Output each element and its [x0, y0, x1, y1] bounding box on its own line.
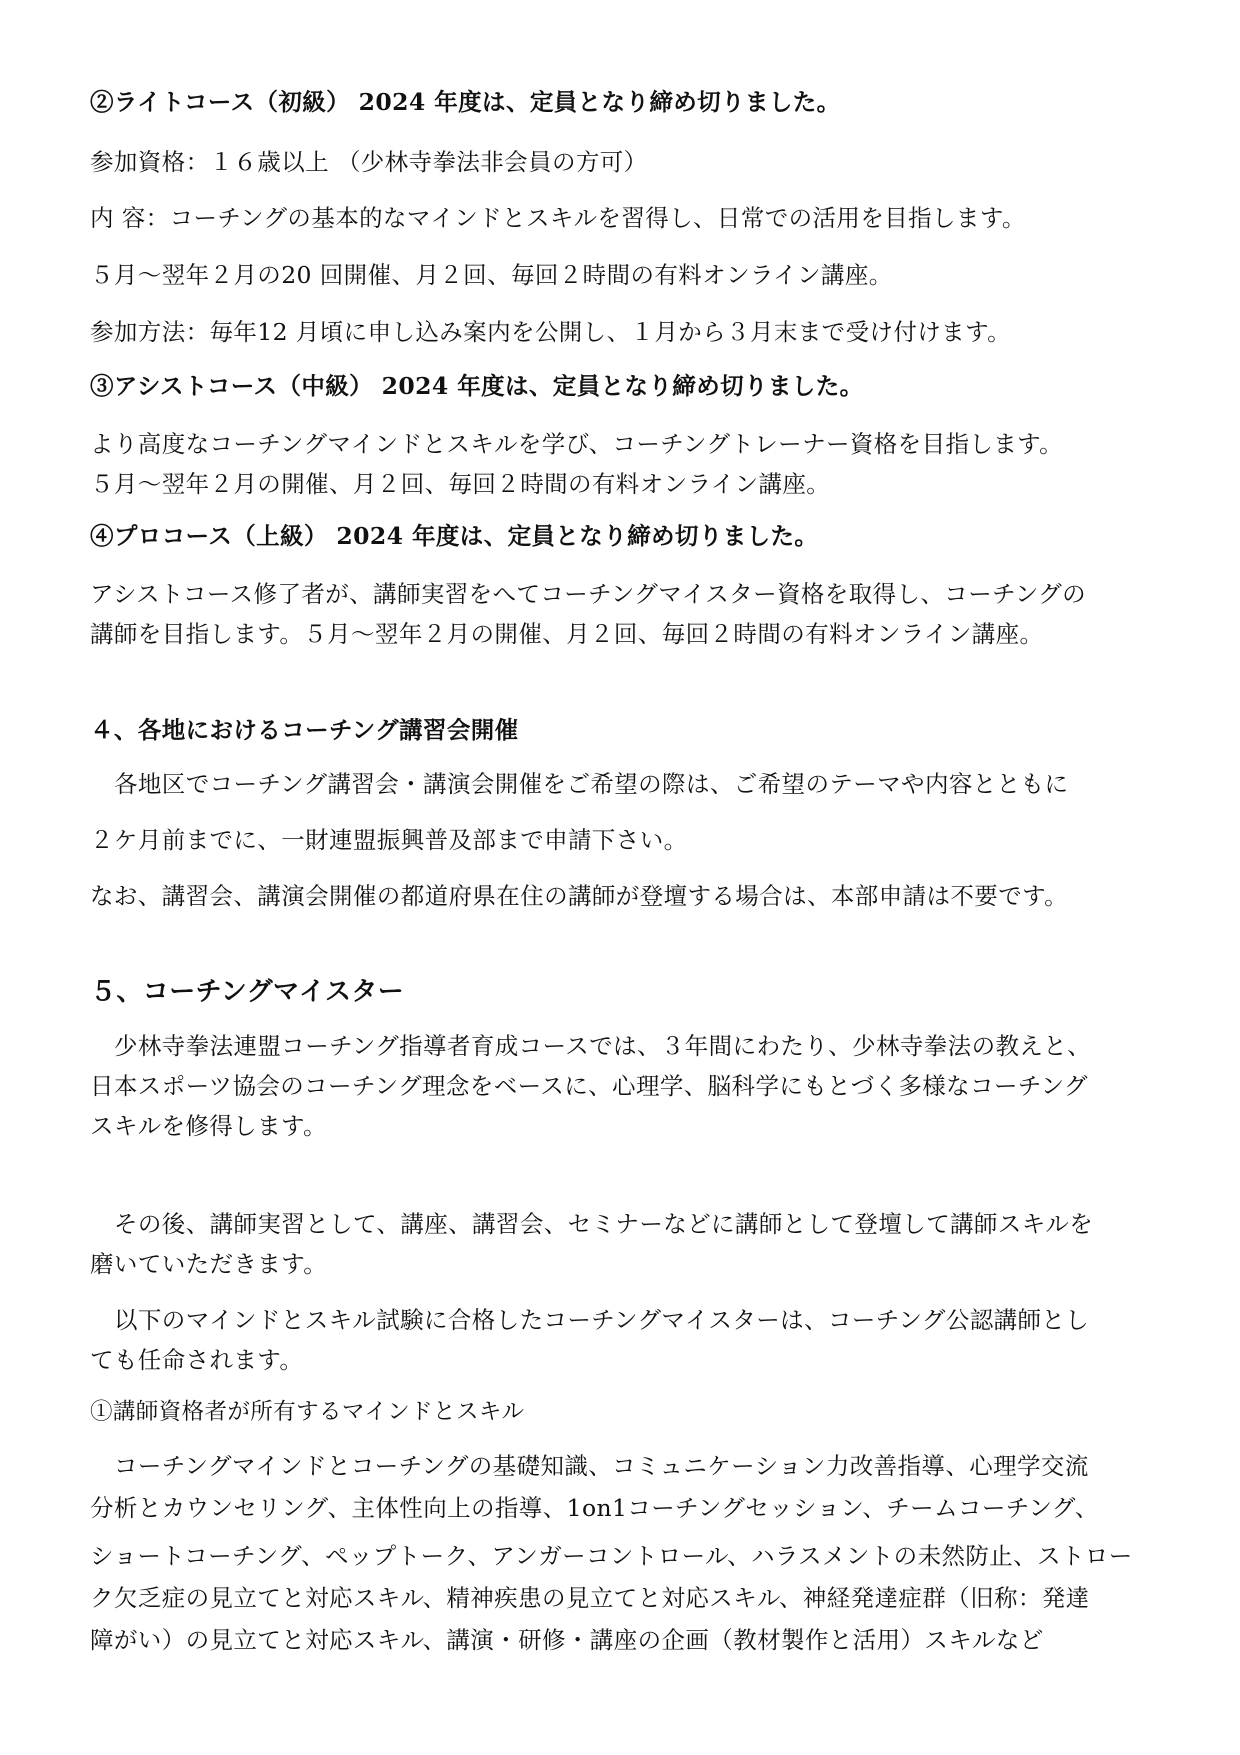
light-course-heading: ②ライトコース（初級） 2024 年度は、定員となり締め切りました。	[90, 88, 841, 116]
light-course-content: 内 容：コーチングの基本的なマインドとスキルを習得し、日常での活用を目指します。	[90, 204, 1026, 232]
assist-course-desc-line2: ５月～翌年２月の開催、月２回、毎回２時間の有料オンライン講座。	[90, 470, 831, 498]
light-course-schedule: ５月～翌年２月の20 回開催、月２回、毎回２時間の有料オンライン講座。	[90, 261, 893, 289]
section5-paragraph1-line2: 日本スポーツ協会のコーチング理念をベースに、心理学、脳科学にもとづく多様なコーチング	[90, 1072, 1088, 1100]
section5-paragraph1-line3: スキルを修得します。	[90, 1112, 327, 1140]
section4-paragraph2: なお、講習会、講演会開催の都道府県在住の講師が登壇する場合は、本部申請は不要です。	[90, 882, 1069, 910]
pro-course-heading: ④プロコース（上級） 2024 年度は、定員となり締め切りました。	[90, 522, 819, 550]
skills-line5: 障がい）の見立てと対応スキル、講演・研修・講座の企画（教材製作と活用）スキルなど	[90, 1626, 1044, 1654]
section5-paragraph3-line2: ても任命されます。	[90, 1346, 304, 1374]
assist-course-heading: ③アシストコース（中級） 2024 年度は、定員となり締め切りました。	[90, 372, 864, 400]
pro-course-desc-line1: アシストコース修了者が、講師実習をへてコーチングマイスター資格を取得し、コーチングの	[90, 580, 1087, 608]
section5-paragraph2-line1: その後、講師実習として、講座、講習会、セミナーなどに講師として登壇して講師スキルを	[114, 1210, 1094, 1238]
section5-paragraph1-line1: 少林寺拳法連盟コーチング指導者育成コースでは、３年間にわたり、少林寺拳法の教えと、	[114, 1032, 1092, 1060]
section5-paragraph2-line2: 磨いていただきます。	[90, 1250, 328, 1278]
pro-course-desc-line2: 講師を目指します。５月～翌年２月の開催、月２回、毎回２時間の有料オンライン講座。	[90, 620, 1044, 648]
section4-paragraph1-line2: ２ケ月前までに、一財連盟振興普及部まで申請下さい。	[90, 826, 688, 854]
section4-heading: ４、各地におけるコーチング講習会開催	[90, 716, 519, 744]
skills-line2: 分析とカウンセリング、主体性向上の指導、1on1コーチングセッション、チームコーチング、	[90, 1494, 1099, 1522]
section5-subheading: ①講師資格者が所有するマインドとスキル	[90, 1399, 525, 1425]
skills-line3: ショートコーチング、ペップトーク、アンガーコントロール、ハラスメントの未然防止、ストロー	[90, 1542, 1133, 1570]
assist-course-desc-line1: より高度なコーチングマインドとスキルを学び、コーチングトレーナー資格を目指します。	[90, 430, 1064, 458]
skills-line4: ク欠乏症の見立てと対応スキル、精神疾患の見立てと対応スキル、神経発達症群（旧称：発達	[90, 1584, 1090, 1612]
section5-paragraph3-line1: 以下のマインドとスキル試験に合格したコーチングマイスターは、コーチング公認講師とし	[114, 1306, 1090, 1334]
light-course-method: 参加方法：毎年12 月頃に申し込み案内を公開し、１月から３月末まで受け付けます。	[90, 318, 1011, 346]
section5-heading: ５、コーチングマイスター	[90, 977, 405, 1007]
light-course-eligibility: 参加資格：１６歳以上 （少林寺拳法非会員の方可）	[90, 148, 648, 176]
skills-line1: コーチングマインドとコーチングの基礎知識、コミュニケーション力改善指導、心理学交流	[114, 1452, 1089, 1480]
section4-paragraph1-line1: 各地区でコーチング講習会・講演会開催をご希望の際は、ご希望のテーマや内容とともに	[114, 770, 1069, 798]
